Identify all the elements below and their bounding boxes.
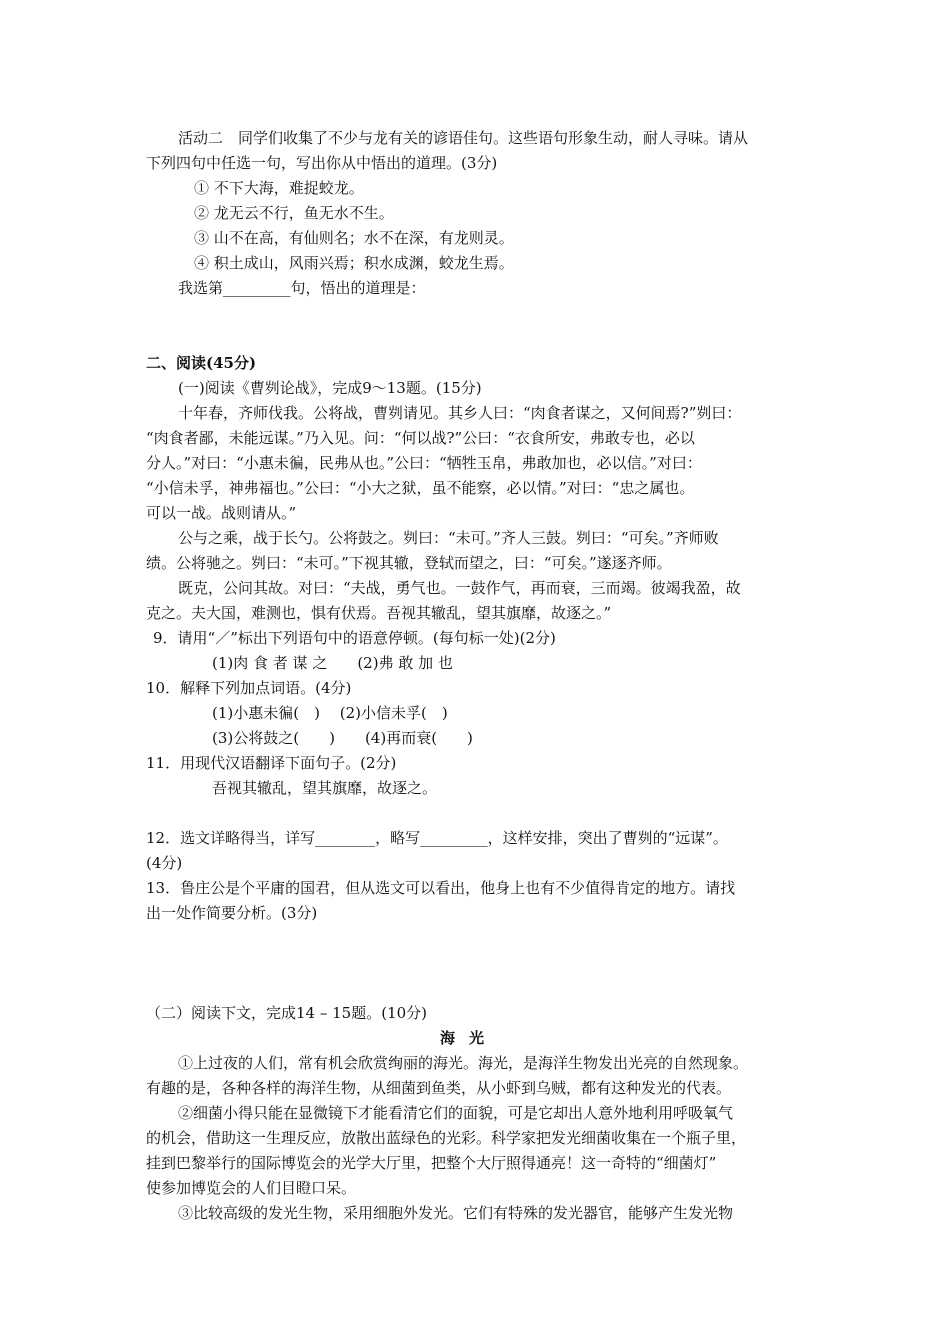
question-11: 11．用现代汉语翻译下面句子。(2分): [146, 754, 397, 772]
passage1-line: 分人。”对曰：“小惠未徧，民弗从也。”公曰：“牺牲玉帛，弗敢加也，必以信。”对曰：: [146, 454, 702, 472]
question-9: 9．请用“／”标出下列语句中的语意停顿。(每句标一处)(2分): [153, 629, 556, 647]
activity2-intro-line1: 活动二 同学们收集了不少与龙有关的谚语佳句。这些语句形象生动，耐人寻味。请从: [178, 129, 749, 147]
passage1-line: 十年春，齐师伐我。公将战，曹刿请见。其乡人曰：“肉食者谋之，又何间焉?”刿曰：: [178, 404, 742, 422]
passage2-line: 使参加博览会的人们目瞪口呆。: [146, 1179, 357, 1197]
passage2-line: ③比较高级的发光生物，采用细胞外发光。它们有特殊的发光器官，能够产生发光物: [178, 1204, 734, 1222]
passage1-line: 克之。夫大国，难测也，惧有伏焉。吾视其辙乱，望其旗靡，故逐之。”: [146, 604, 612, 622]
proverb-option-2: ② 龙无云不行，鱼无水不生。: [194, 204, 394, 222]
question-13-line1: 13．鲁庄公是个平庸的国君，但从选文可以看出，他身上也有不少值得肯定的地方。请找: [146, 879, 736, 897]
proverb-option-3: ③ 山不在高，有仙则名；水不在深，有龙则灵。: [194, 229, 514, 247]
passage1-line: “小信未孚，神弗福也。”公曰：“小大之狱，虽不能察，必以情。”对曰：“忠之属也。: [146, 479, 695, 497]
question-13-line2: 出一处作简要分析。(3分): [146, 904, 318, 922]
article-title: 海光: [440, 1029, 499, 1047]
passage1-line: 绩。公将驰之。刿曰：“未可。”下视其辙，登轼而望之，曰：“可矣。”遂逐齐师。: [146, 554, 672, 572]
part1-intro: (一)阅读《曹刿论战》，完成9～13题。(15分): [178, 379, 482, 397]
passage2-line: ①上过夜的人们，常有机会欣赏绚丽的海光。海光，是海洋生物发出光亮的自然现象。: [178, 1054, 749, 1072]
passage1-line: 可以一战。战则请从。”: [146, 504, 297, 522]
question-10-row1: (1)小惠未徧( ) (2)小信未孚( ): [212, 704, 448, 722]
activity2-intro-line2: 下列四句中任选一句，写出你从中悟出的道理。(3分): [146, 154, 498, 172]
question-12-line2: (4分): [146, 854, 183, 872]
passage2-line: 有趣的是，各种各样的海洋生物，从细菌到鱼类，从小虾到乌贼，都有这种发光的代表。: [146, 1079, 732, 1097]
passage2-line: 的机会，借助这一生理反应，放散出蓝绿色的光彩。科学家把发光细菌收集在一个瓶子里，: [146, 1129, 747, 1147]
part2-intro: （二）阅读下文，完成14 – 15题。(10分): [146, 1004, 428, 1022]
passage1-line: 既克，公问其故。对曰：“夫战，勇气也。一鼓作气，再而衰，三而竭。彼竭我盈，故: [178, 579, 741, 597]
passage2-line: 挂到巴黎举行的国际博览会的光学大厅里，把整个大厅照得通亮！这一奇特的“细菌灯”: [146, 1154, 717, 1172]
question-10-row2: (3)公将鼓之( ) (4)再而衰( ): [212, 729, 473, 747]
question-10: 10．解释下列加点词语。(4分): [146, 679, 352, 697]
proverb-option-1: ① 不下大海，难捉蛟龙。: [194, 179, 364, 197]
question-9-items: (1)肉 食 者 谋 之 (2)弗 敢 加 也: [212, 654, 453, 672]
question-12-line1: 12．选文详略得当，详写________，略写_________，这样安排，突出了曹刿的“远谋”。: [146, 829, 728, 847]
passage1-line: “肉食者鄙，未能远谋。”乃入见。问：“何以战?”公曰：“衣食所安，弗敢专也，必以: [146, 429, 695, 447]
passage2-line: ②细菌小得只能在显微镜下才能看清它们的面貌，可是它却出人意外地利用呼吸氧气: [178, 1104, 734, 1122]
question-11-sentence: 吾视其辙乱，望其旗靡，故逐之。: [212, 779, 438, 797]
section-heading: 二、阅读(45分): [146, 354, 257, 372]
proverb-option-4: ④ 积土成山，风雨兴焉；积水成渊，蛟龙生焉。: [194, 254, 514, 272]
passage1-line: 公与之乘，战于长勺。公将鼓之。刿曰：“未可。”齐人三鼓。刿曰：“可矣。”齐师败: [178, 529, 719, 547]
activity2-answer-prompt: 我选第_________句，悟出的道理是：: [178, 279, 426, 297]
